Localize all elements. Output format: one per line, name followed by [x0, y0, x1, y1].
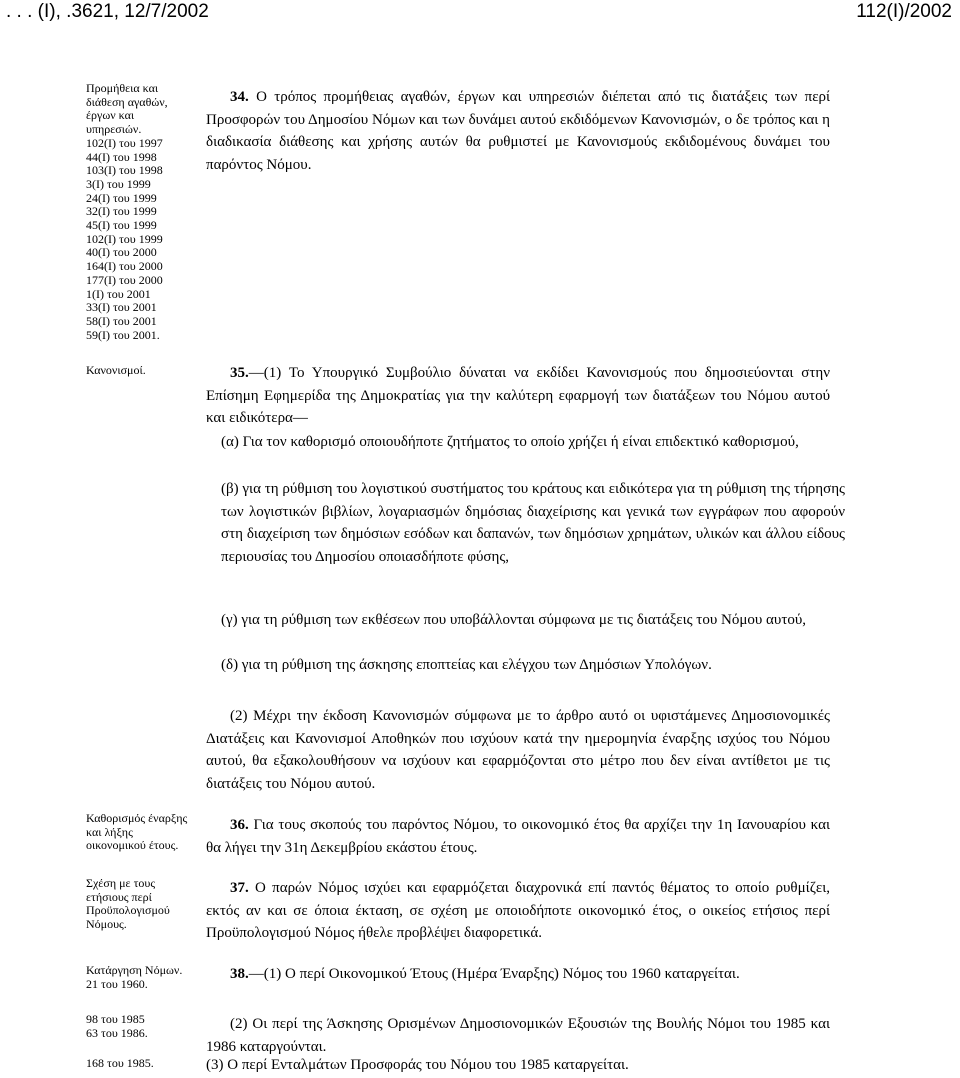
section-number: 35.	[230, 365, 249, 381]
margin-note-procurement: Προμήθεια και διάθεση αγαθών, έργων και υπηρεσιών. 102(Ι) του 1997 44(Ι) του 1998 103(Ι) του 1998 3(Ι) του 1999 24(Ι) του 1999 32(Ι) του 1999 45(Ι) του 1999 102(Ι) του 1999 40(Ι) του 2000 164(Ι) του 2000 177(Ι) του 2000 1(Ι) του 2001 33(Ι) του 2001 58(Ι) του 2001 59(Ι) του 2001.	[86, 81, 168, 342]
section-35-item-d: (δ) για τη ρύθμιση της άσκησης εποπτείας και ελέγχου των Δημόσιων Υπολόγων.	[221, 657, 712, 673]
header-gazette-ref: . . . (Ι), .3621, 12/7/2002	[6, 1, 209, 22]
section-text: —(1) Το Υπουργικό Συμβούλιο δύναται να εκδίδει Κανονισμούς που δημοσιεύονται στην Επίσημη Εφημερίδα της Δημοκρατίας για την καλύτερη εφαρμογή των διατάξεων του Νόμου αυτού και ειδικότερα—	[206, 365, 830, 426]
section-35-item-c: (γ) για τη ρύθμιση των εκθέσεων που υποβάλλονται σύμφωνα με τις διατάξεις του Νόμου αυτού,	[221, 612, 807, 628]
section-number: 36.	[230, 817, 249, 833]
section-number: 38.	[230, 966, 249, 982]
section-38-paragraph-2: (2) Οι περί της Άσκησης Ορισμένων Δημοσιονομικών Εξουσιών της Βουλής Νόμοι του 1985 και 1986 καταργούνται.	[206, 1016, 830, 1055]
section-text: Ο παρών Νόμος ισχύει και εφαρμόζεται διαχρονικά επί παντός θέματος το οποίο ρυθμίζει, εκτός αν και σε όποια έκταση, σε σχέση με οποιοδήποτε οικονομικό έτος, ο οικείος ετήσιος περί Προϋπολογισμού Νόμος ήθελε προβλέψει διαφορετικά.	[206, 880, 830, 941]
section-34	[206, 86, 830, 176]
section-35-item-a: (α) Για τον καθορισμό οποιουδήποτε ζητήματος το οποίο χρήζει ή είναι επιδεκτικό καθορισμού,	[221, 434, 799, 450]
page-header	[0, 0, 960, 26]
section-38-paragraph-3: (3) Ο περί Ενταλμάτων Προσφοράς του Νόμου του 1985 καταργείται.	[206, 1057, 629, 1073]
margin-note-repeal: Κατάργηση Νόμων. 21 του 1960.	[86, 963, 183, 991]
section-number: 37.	[230, 880, 249, 896]
section-35-item-b: (β) για τη ρύθμιση του λογιστικού συστήματος του κράτους και ειδικότερα για τη ρύθμιση της τήρησης των λογιστικών βιβλίων, λογαριασμών δημόσιας διαχείρισης και γενικά των εγγράφων που αφορούν στη διαχείριση των δημόσιων εσόδων και δαπανών, των δημόσιων χρημάτων, υλικών και άλλου είδους περιουσίας του Δημοσίου οποιασδήποτε φύσης,	[221, 481, 845, 565]
margin-note-regulations: Κανονισμοί.	[86, 363, 146, 377]
section-38-paragraph-1	[206, 963, 830, 986]
header-law-number: 112(Ι)/2002	[856, 1, 952, 22]
margin-note-fiscal-year: Καθορισμός έναρξης και λήξης οικονομικού έτους.	[86, 811, 188, 853]
margin-note-repeal-2: 98 του 1985 63 του 1986.	[86, 1012, 148, 1040]
section-36	[206, 814, 830, 859]
section-37	[206, 877, 830, 945]
section-35-paragraph-2: (2) Μέχρι την έκδοση Κανονισμών σύμφωνα με το άρθρο αυτό οι υφιστάμενες Δημοσιονομικές Διατάξεις και Κανονισμοί Αποθηκών που ισχύουν κατά την ημερομηνία έναρξης ισχύος του Νόμου αυτού, θα εξακολουθήσουν να ισχύουν και εφαρμόζονται στο μέτρο που δεν είναι αντίθετοι με τις διατάξεις του Νόμου αυτού.	[206, 708, 830, 792]
section-text: —(1) Ο περί Οικονομικού Έτους (Ημέρα Έναρξης) Νόμος του 1960 καταργείται.	[248, 966, 740, 982]
margin-note-budget-relation: Σχέση με τους ετήσιους περί Προϋπολογισμού Νόμους.	[86, 876, 170, 932]
section-35-intro	[206, 362, 830, 430]
section-number: 34.	[230, 89, 249, 105]
margin-note-repeal-3: 168 του 1985.	[86, 1056, 154, 1070]
section-text: Ο τρόπος προμήθειας αγαθών, έργων και υπηρεσιών διέπεται από τις διατάξεις των περί Προσφορών του Δημοσίου Νόμων και των δυνάμει αυτού εκδιδόμενων Κανονισμών, ο δε τρόπος και η διαδικασία διάθεσης και χρήσης αυτών θα ρυθμιστεί με Κανονισμούς εκδιδομένους δυνάμει του παρόντος Νόμου.	[206, 89, 831, 173]
section-text: Για τους σκοπούς του παρόντος Νόμου, το οικονομικό έτος θα αρχίζει την 1η Ιανουαρίου και θα λήγει την 31η Δεκεμβρίου εκάστου έτους.	[206, 817, 831, 856]
